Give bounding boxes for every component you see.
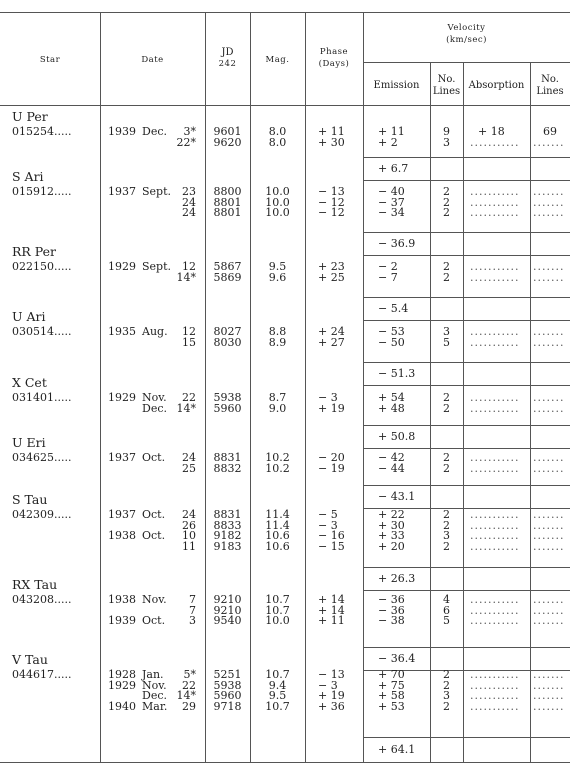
absorption-lines-empty: ....... bbox=[533, 593, 565, 606]
date-day: 26 bbox=[182, 518, 196, 532]
date-month: Oct. bbox=[142, 451, 166, 464]
emission-velocity: + 30 bbox=[378, 518, 405, 532]
julian-date: 5867 bbox=[213, 260, 242, 273]
absorption-lines-count: 69 bbox=[543, 125, 557, 138]
phase-days: − 19 bbox=[318, 461, 345, 475]
date-day: 24 bbox=[182, 451, 196, 464]
magnitude: 9.5 bbox=[268, 260, 287, 273]
top-rule bbox=[0, 12, 570, 13]
julian-date: 5938 bbox=[213, 678, 242, 692]
emission-lines-count: 2 bbox=[443, 508, 450, 521]
system-velocity: − 5.4 bbox=[378, 302, 409, 315]
absorption-empty: ........... bbox=[470, 518, 520, 532]
phase-days: − 16 bbox=[318, 529, 345, 542]
absorption-velocity: + 18 bbox=[478, 125, 505, 138]
absorption-lines-empty: ....... bbox=[533, 678, 565, 692]
emission-lines-count: 2 bbox=[443, 195, 450, 209]
header-no-lines-2: Lines bbox=[432, 86, 461, 97]
emission-velocity: + 20 bbox=[378, 539, 405, 553]
absorption-empty: ........... bbox=[470, 391, 520, 404]
date-year: 1940 bbox=[108, 699, 136, 713]
date-day: 3 bbox=[189, 614, 196, 627]
absorption-empty: ........... bbox=[470, 135, 520, 149]
magnitude: 8.0 bbox=[268, 125, 287, 138]
date-day: 24 bbox=[182, 195, 196, 209]
system-velocity-rule bbox=[363, 297, 570, 298]
system-velocity-rule bbox=[363, 385, 570, 386]
emission-lines-count: 2 bbox=[443, 678, 450, 692]
julian-date: 9210 bbox=[213, 593, 242, 606]
absorption-lines-empty: ....... bbox=[533, 335, 565, 349]
magnitude: 10.6 bbox=[265, 529, 290, 542]
absorption-empty: ........... bbox=[470, 185, 520, 198]
absorption-empty: ........... bbox=[470, 668, 520, 681]
magnitude: 10.0 bbox=[265, 614, 290, 627]
absorption-empty: ........... bbox=[470, 451, 520, 464]
phase-days: − 3 bbox=[318, 391, 338, 404]
absorption-lines-empty: ....... bbox=[533, 603, 565, 617]
date-month: Oct. bbox=[142, 614, 166, 627]
date-month: Mar. bbox=[142, 699, 168, 713]
absorption-lines-empty: ....... bbox=[533, 529, 565, 542]
julian-date: 9718 bbox=[213, 699, 242, 713]
phase-days: − 12 bbox=[318, 206, 345, 219]
emission-lines-count: 2 bbox=[443, 699, 450, 713]
date-day: 7 bbox=[189, 593, 196, 606]
system-velocity-rule bbox=[363, 232, 570, 233]
phase-days: − 15 bbox=[318, 539, 345, 553]
date-month: Sept. bbox=[142, 185, 172, 198]
absorption-empty: ........... bbox=[470, 699, 520, 713]
absorption-empty: ........... bbox=[470, 260, 520, 273]
absorption-empty: ........... bbox=[470, 678, 520, 692]
date-month: Oct. bbox=[142, 508, 166, 521]
date-day: 7 bbox=[189, 603, 196, 617]
absorption-empty: ........... bbox=[470, 270, 520, 284]
absorption-lines-empty: ....... bbox=[533, 508, 565, 521]
phase-days: + 30 bbox=[318, 135, 345, 149]
magnitude: 9.5 bbox=[268, 689, 287, 702]
phase-days: + 27 bbox=[318, 335, 345, 349]
absorption-lines-empty: ....... bbox=[533, 689, 565, 702]
date-month: Aug. bbox=[142, 325, 168, 338]
star-name: X Cet bbox=[12, 375, 47, 390]
system-velocity: + 50.8 bbox=[378, 430, 416, 443]
header-velocity-sub: (km/sec) bbox=[446, 35, 487, 45]
julian-date: 8831 bbox=[213, 451, 242, 464]
date-year: 1937 bbox=[108, 185, 136, 198]
phase-days: − 13 bbox=[318, 668, 345, 681]
phase-days: + 36 bbox=[318, 699, 345, 713]
date-month: Nov. bbox=[142, 593, 167, 606]
date-year: 1939 bbox=[108, 614, 136, 627]
emission-velocity: − 50 bbox=[378, 335, 405, 349]
emission-velocity: − 40 bbox=[378, 185, 405, 198]
julian-date: 5869 bbox=[213, 270, 242, 284]
magnitude: 10.2 bbox=[265, 451, 290, 464]
emission-lines-count: 6 bbox=[443, 603, 450, 617]
magnitude: 8.9 bbox=[268, 335, 287, 349]
system-velocity: − 36.4 bbox=[378, 652, 416, 665]
date-month: Oct. bbox=[142, 529, 166, 542]
magnitude: 11.4 bbox=[265, 508, 290, 521]
emission-velocity: + 70 bbox=[378, 668, 405, 681]
date-year: 1929 bbox=[108, 260, 136, 273]
star-code: 030514..... bbox=[12, 325, 72, 338]
absorption-empty: ........... bbox=[470, 195, 520, 209]
absorption-lines-empty: ....... bbox=[533, 518, 565, 532]
system-velocity: + 6.7 bbox=[378, 162, 409, 175]
absorption-lines-empty: ....... bbox=[533, 461, 565, 475]
date-day: 14* bbox=[176, 689, 196, 702]
star-name: S Ari bbox=[12, 169, 44, 184]
date-year: 1939 bbox=[108, 125, 136, 138]
julian-date: 9601 bbox=[213, 125, 242, 138]
date-year: 1929 bbox=[108, 678, 136, 692]
absorption-empty: ........... bbox=[470, 603, 520, 617]
col-divider-nolines bbox=[463, 62, 464, 762]
julian-date: 8831 bbox=[213, 508, 242, 521]
date-day: 14* bbox=[176, 270, 196, 284]
emission-lines-count: 9 bbox=[443, 125, 450, 138]
star-code: 043208..... bbox=[12, 593, 72, 606]
header-absorption: Absorption bbox=[468, 80, 525, 91]
julian-date: 8801 bbox=[213, 195, 242, 209]
date-year: 1938 bbox=[108, 529, 136, 542]
star-name: U Per bbox=[12, 109, 48, 124]
date-month: Dec. bbox=[142, 689, 167, 702]
star-code: 022150..... bbox=[12, 260, 72, 273]
date-day: 24 bbox=[182, 206, 196, 219]
magnitude: 9.0 bbox=[268, 401, 287, 415]
header-rule bbox=[0, 105, 570, 106]
system-velocity-rule bbox=[363, 157, 570, 158]
date-day: 12 bbox=[182, 260, 196, 273]
star-name: U Ari bbox=[12, 309, 46, 324]
date-month: Dec. bbox=[142, 401, 167, 415]
julian-date: 8833 bbox=[213, 518, 242, 532]
star-code: 034625..... bbox=[12, 451, 72, 464]
phase-days: − 13 bbox=[318, 185, 345, 198]
emission-lines-count: 4 bbox=[443, 593, 450, 606]
date-year: 1937 bbox=[108, 451, 136, 464]
date-day: 15 bbox=[182, 335, 196, 349]
emission-lines-count: 2 bbox=[443, 461, 450, 475]
emission-lines-count: 2 bbox=[443, 260, 450, 273]
absorption-lines-empty: ....... bbox=[533, 206, 565, 219]
phase-days: + 25 bbox=[318, 270, 345, 284]
header-emission: Emission bbox=[373, 80, 420, 91]
emission-lines-count: 3 bbox=[443, 135, 450, 149]
absorption-lines-empty: ....... bbox=[533, 260, 565, 273]
date-month: Dec. bbox=[142, 125, 167, 138]
star-name: S Tau bbox=[12, 492, 48, 507]
absorption-empty: ........... bbox=[470, 539, 520, 553]
emission-velocity: + 54 bbox=[378, 391, 405, 404]
phase-days: − 12 bbox=[318, 195, 345, 209]
julian-date: 5960 bbox=[213, 401, 242, 415]
emission-velocity: − 2 bbox=[378, 260, 398, 273]
emission-velocity: + 33 bbox=[378, 529, 405, 542]
emission-lines-count: 2 bbox=[443, 539, 450, 553]
col-divider-absorption bbox=[530, 62, 531, 762]
system-velocity-rule bbox=[363, 255, 570, 256]
date-day: 3* bbox=[183, 125, 196, 138]
julian-date: 9540 bbox=[213, 614, 242, 627]
header-phase-sub: (Days) bbox=[318, 59, 350, 69]
magnitude: 10.0 bbox=[265, 195, 290, 209]
star-code: 031401..... bbox=[12, 391, 72, 404]
phase-days: + 19 bbox=[318, 401, 345, 415]
magnitude: 11.4 bbox=[265, 518, 290, 532]
phase-days: + 11 bbox=[318, 125, 345, 138]
system-velocity-rule bbox=[363, 448, 570, 449]
header-star: Star bbox=[39, 55, 61, 65]
bottom-rule bbox=[0, 762, 570, 763]
phase-days: + 23 bbox=[318, 260, 345, 273]
absorption-empty: ........... bbox=[470, 335, 520, 349]
absorption-lines-empty: ....... bbox=[533, 539, 565, 553]
date-month: Sept. bbox=[142, 260, 172, 273]
system-velocity: − 36.9 bbox=[378, 237, 416, 250]
date-day: 22 bbox=[182, 678, 196, 692]
magnitude: 9.4 bbox=[268, 678, 287, 692]
phase-days: + 24 bbox=[318, 325, 345, 338]
emission-lines-count: 5 bbox=[443, 335, 450, 349]
julian-date: 5938 bbox=[213, 391, 242, 404]
date-day: 5* bbox=[183, 668, 196, 681]
magnitude: 8.8 bbox=[268, 325, 287, 338]
emission-velocity: − 7 bbox=[378, 270, 398, 284]
date-day: 24 bbox=[182, 508, 196, 521]
julian-date: 9620 bbox=[213, 135, 242, 149]
star-name: RX Tau bbox=[12, 577, 58, 592]
system-velocity-rule bbox=[363, 647, 570, 648]
julian-date: 9210 bbox=[213, 603, 242, 617]
date-day: 14* bbox=[176, 401, 196, 415]
julian-date: 9183 bbox=[213, 539, 242, 553]
emission-velocity: − 44 bbox=[378, 461, 405, 475]
absorption-lines-empty: ....... bbox=[533, 195, 565, 209]
emission-velocity: − 42 bbox=[378, 451, 405, 464]
phase-days: − 20 bbox=[318, 451, 345, 464]
date-day: 22* bbox=[176, 135, 196, 149]
header-no-lines-abs-2: Lines bbox=[536, 86, 564, 97]
phase-days: + 14 bbox=[318, 593, 345, 606]
emission-lines-count: 2 bbox=[443, 206, 450, 219]
absorption-empty: ........... bbox=[470, 325, 520, 338]
emission-lines-count: 2 bbox=[443, 401, 450, 415]
header-phase: Phase bbox=[319, 47, 349, 57]
magnitude: 10.2 bbox=[265, 461, 290, 475]
velocity-subheader-rule bbox=[363, 62, 570, 63]
absorption-empty: ........... bbox=[470, 689, 520, 702]
emission-lines-count: 3 bbox=[443, 689, 450, 702]
system-velocity-rule bbox=[363, 362, 570, 363]
phase-days: − 3 bbox=[318, 518, 338, 532]
julian-date: 8027 bbox=[213, 325, 242, 338]
emission-lines-count: 2 bbox=[443, 668, 450, 681]
date-year: 1938 bbox=[108, 593, 136, 606]
phase-days: + 14 bbox=[318, 603, 345, 617]
phase-days: + 11 bbox=[318, 614, 345, 627]
date-day: 22 bbox=[182, 391, 196, 404]
col-divider-phase bbox=[363, 12, 364, 762]
julian-date: 5251 bbox=[213, 668, 242, 681]
date-day: 10 bbox=[182, 529, 196, 542]
header-jd-sub: 242 bbox=[218, 59, 237, 69]
emission-lines-count: 5 bbox=[443, 614, 450, 627]
julian-date: 8030 bbox=[213, 335, 242, 349]
system-velocity-rule bbox=[363, 180, 570, 181]
emission-lines-count: 3 bbox=[443, 325, 450, 338]
magnitude: 9.6 bbox=[268, 270, 287, 284]
date-day: 25 bbox=[182, 461, 196, 475]
emission-lines-count: 3 bbox=[443, 529, 450, 542]
date-day: 23 bbox=[182, 185, 196, 198]
julian-date: 8832 bbox=[213, 461, 242, 475]
absorption-lines-empty: ....... bbox=[533, 391, 565, 404]
absorption-lines-empty: ....... bbox=[533, 325, 565, 338]
emission-velocity: + 53 bbox=[378, 699, 405, 713]
absorption-empty: ........... bbox=[470, 529, 520, 542]
header-mag: Mag. bbox=[265, 55, 290, 65]
system-velocity-rule bbox=[363, 590, 570, 591]
julian-date: 9182 bbox=[213, 529, 242, 542]
date-year: 1929 bbox=[108, 391, 136, 404]
absorption-empty: ........... bbox=[470, 206, 520, 219]
star-code: 044617..... bbox=[12, 668, 72, 681]
header-no-lines: No. bbox=[437, 74, 456, 85]
absorption-empty: ........... bbox=[470, 593, 520, 606]
absorption-lines-empty: ....... bbox=[533, 185, 565, 198]
phase-days: + 19 bbox=[318, 689, 345, 702]
emission-lines-count: 2 bbox=[443, 518, 450, 532]
magnitude: 10.7 bbox=[265, 668, 290, 681]
phase-days: − 3 bbox=[318, 678, 338, 692]
absorption-empty: ........... bbox=[470, 614, 520, 627]
absorption-lines-empty: ....... bbox=[533, 401, 565, 415]
star-name: U Eri bbox=[12, 435, 46, 450]
absorption-empty: ........... bbox=[470, 508, 520, 521]
system-velocity: − 43.1 bbox=[378, 490, 416, 503]
emission-lines-count: 2 bbox=[443, 185, 450, 198]
date-day: 29 bbox=[182, 699, 196, 713]
date-year: 1937 bbox=[108, 508, 136, 521]
absorption-lines-empty: ....... bbox=[533, 270, 565, 284]
date-day: 12 bbox=[182, 325, 196, 338]
system-velocity-rule bbox=[363, 425, 570, 426]
absorption-lines-empty: ....... bbox=[533, 451, 565, 464]
magnitude: 10.0 bbox=[265, 185, 290, 198]
star-name: V Tau bbox=[12, 652, 48, 667]
magnitude: 10.0 bbox=[265, 206, 290, 219]
system-velocity: + 26.3 bbox=[378, 572, 416, 585]
system-velocity-rule bbox=[363, 567, 570, 568]
header-velocity: Velocity bbox=[447, 23, 486, 33]
emission-velocity: − 34 bbox=[378, 206, 405, 219]
star-code: 042309..... bbox=[12, 508, 72, 521]
header-no-lines-abs: No. bbox=[541, 74, 559, 85]
julian-date: 8800 bbox=[213, 185, 242, 198]
absorption-empty: ........... bbox=[470, 401, 520, 415]
header-date: Date bbox=[141, 55, 164, 65]
emission-velocity: + 2 bbox=[378, 135, 398, 149]
date-month: Jan. bbox=[142, 668, 164, 681]
magnitude: 10.7 bbox=[265, 603, 290, 617]
date-day: 11 bbox=[182, 539, 196, 553]
absorption-empty: ........... bbox=[470, 461, 520, 475]
emission-velocity: − 37 bbox=[378, 195, 405, 209]
emission-velocity: − 36 bbox=[378, 603, 405, 617]
magnitude: 10.6 bbox=[265, 539, 290, 553]
absorption-lines-empty: ....... bbox=[533, 135, 565, 149]
emission-velocity: + 11 bbox=[378, 125, 405, 138]
magnitude: 8.7 bbox=[268, 391, 287, 404]
phase-days: − 5 bbox=[318, 508, 338, 521]
date-month: Nov. bbox=[142, 391, 167, 404]
emission-lines-count: 2 bbox=[443, 451, 450, 464]
system-velocity-rule bbox=[363, 737, 570, 738]
star-code: 015254..... bbox=[12, 125, 72, 138]
system-velocity: − 51.3 bbox=[378, 367, 416, 380]
emission-velocity: + 58 bbox=[378, 689, 405, 702]
system-velocity-final: + 64.1 bbox=[378, 743, 416, 756]
magnitude: 10.7 bbox=[265, 593, 290, 606]
emission-lines-count: 2 bbox=[443, 270, 450, 284]
system-velocity-rule bbox=[363, 485, 570, 486]
emission-velocity: − 53 bbox=[378, 325, 405, 338]
col-divider-mag bbox=[305, 12, 306, 762]
emission-velocity: − 36 bbox=[378, 593, 405, 606]
star-code: 015912..... bbox=[12, 185, 72, 198]
magnitude: 10.7 bbox=[265, 699, 290, 713]
absorption-lines-empty: ....... bbox=[533, 668, 565, 681]
emission-velocity: + 48 bbox=[378, 401, 405, 415]
date-year: 1935 bbox=[108, 325, 136, 338]
emission-velocity: + 22 bbox=[378, 508, 405, 521]
emission-lines-count: 2 bbox=[443, 391, 450, 404]
julian-date: 8801 bbox=[213, 206, 242, 219]
magnitude: 8.0 bbox=[268, 135, 287, 149]
header-jd: JD bbox=[221, 47, 234, 58]
absorption-lines-empty: ....... bbox=[533, 699, 565, 713]
date-month: Nov. bbox=[142, 678, 167, 692]
emission-velocity: − 38 bbox=[378, 614, 405, 627]
star-name: RR Per bbox=[12, 244, 57, 259]
emission-velocity: + 75 bbox=[378, 678, 405, 692]
absorption-lines-empty: ....... bbox=[533, 614, 565, 627]
date-year: 1928 bbox=[108, 668, 136, 681]
system-velocity-rule bbox=[363, 320, 570, 321]
julian-date: 5960 bbox=[213, 689, 242, 702]
